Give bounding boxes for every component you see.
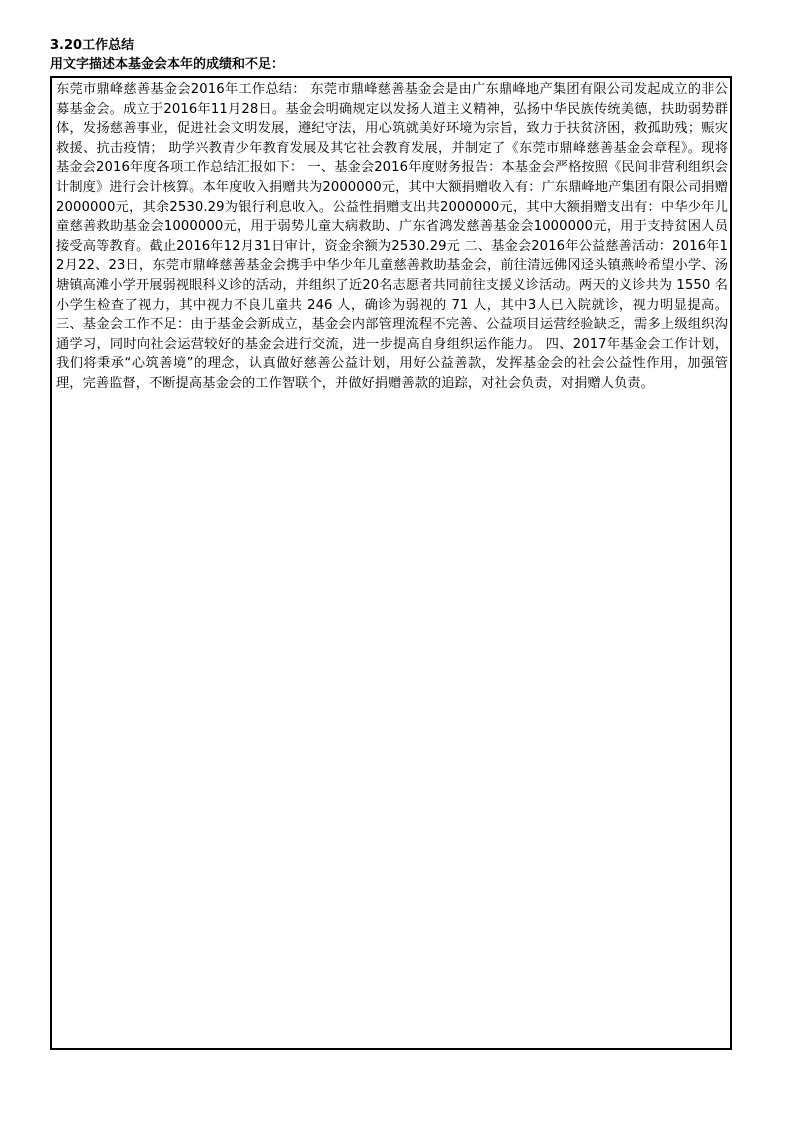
work-summary-box bbox=[50, 76, 732, 1050]
work-summary-text: 东莞市鼎峰慈善基金会2016年工作总结： 东莞市鼎峰慈善基金会是由广东鼎峰地产集团有限公司发起成立的非公募基金会。成立于2016年11月28日。基金会明确规定以发扬人道主义精神，弘扬中华民族传统美德，扶助弱势群体，发扬慈善事业，促进社会文明发展，遵纪守法，用心筑就美好环境为宗旨，致力于扶贫济困，救孤助残；赈灾救援、抗击疫情； 助学兴教青少年教育发展及其它社会教育发展，并制定了《东莞市鼎峰慈善基金会章程》。现将基金会2016年度各项工作总结汇报如下： 一、基金会2016年度财务报告：本基金会严格按照《民间非营利组织会计制度》进行会计核算。本年度收入捐赠共为2000000元，其中大额捐赠收入有：广东鼎峰地产集团有限公司捐赠2000000元，其余2530.29为银行利息收入。公益性捐赠支出共2000000元，其中大额捐赠支出有：中华少年儿童慈善救助基金会1000000元，用于弱势儿童大病救助、广东省鸿发慈善基金会1000000元，用于支持贫困人员接受高等教育。截止2016年12月31日审计，资金余额为2530.29元 二、基金会2016年公益慈善活动：2016年12月22、23日，东莞市鼎峰慈善基金会携手中华少年儿童慈善救助基金会，前往清远佛冈迳头镇燕岭希望小学、汤塘镇高滩小学开展弱视眼科义诊的活动，并组织了近20名志愿者共同前往支援义诊活动。两天的义诊共为 1550 名小学生检查了视力，其中视力不良儿童共 246 人，确诊为弱视的 71 人，其中3人已入院就诊，视力明显提高。 三、基金会工作不足：由于基金会新成立，基金会内部管理流程不完善、公益项目运营经验缺乏，需多上级组织沟通学习，同时向社会运营较好的基金会进行交流，进一步提高自身组织运作能力。 四、2017年基金会工作计划，我们将秉承“心筑善境”的理念，认真做好慈善公益计划，用好公益善款，发挥基金会的社会公益性作用，加强管理，完善监督，不断提高基金会的工作智联个，并做好捐赠善款的追踪，对社会负责，对捐赠人负责。 bbox=[56, 82, 728, 391]
section-title: 3.20工作总结 bbox=[50, 38, 135, 53]
section-subtitle: 用文字描述本基金会本年的成绩和不足： bbox=[50, 57, 285, 72]
